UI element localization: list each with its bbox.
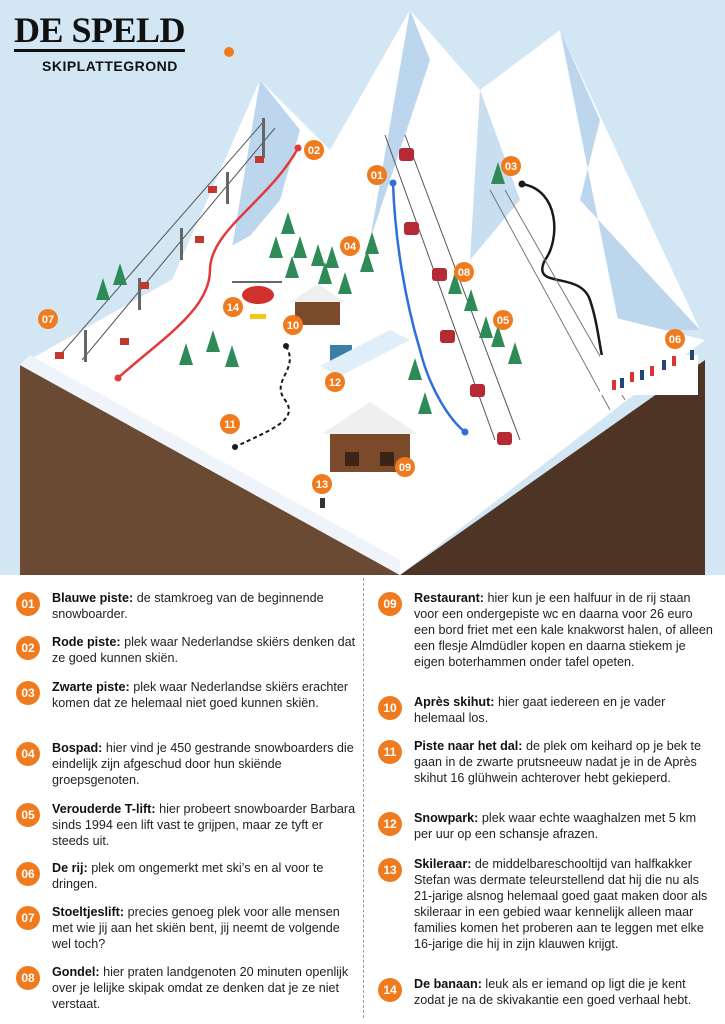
- legend-item: [378, 856, 714, 952]
- marker-14[interactable]: [223, 297, 243, 317]
- marker-11[interactable]: [220, 414, 240, 434]
- legend-desc: hier probeert snowboarder Barbara sinds 1994 een lift vast te grijpen, maar ze tyft er steeds uit.: [52, 802, 356, 848]
- legend-title: Stoeltjeslift:: [52, 905, 125, 919]
- brand-logo: DE SPELD: [14, 10, 186, 50]
- svg-text:08: 08: [457, 267, 471, 279]
- legend-desc: hier vind je 450 gestrande snowboarders die eindelijk zijn afgeschud door hun skiënde groepsgenoten.: [52, 741, 354, 787]
- legend-desc: plek waar Nederlandse skiërs erachter komen dat ze helemaal niet goed kunnen skiën.: [52, 680, 349, 710]
- svg-text:01: 01: [370, 170, 384, 182]
- legend-title: De banaan:: [414, 977, 482, 991]
- legend-desc: plek waar echte waaghalzen met 5 km per uur op een schansje afrazen.: [414, 811, 697, 841]
- page-subtitle: SKIPLATTEGROND: [42, 58, 178, 74]
- svg-text:05: 05: [496, 315, 510, 327]
- legend-item: [378, 810, 714, 842]
- marker-04[interactable]: [340, 236, 360, 256]
- legend-item: [16, 634, 356, 666]
- legend-desc: hier kun je een halfuur in de rij staan voor een ondergepiste wc en daarna voor 26 euro een bord friet met een kale knakworst halen, of alleen een flesje Almdüdler kopen en daarna stiekem je eigen boterhammen onder tafel opeten.: [414, 591, 713, 669]
- marker-03[interactable]: [501, 156, 521, 176]
- marker-06[interactable]: [665, 329, 685, 349]
- legend-title: Skileraar:: [414, 857, 472, 871]
- svg-text:02: 02: [307, 145, 321, 157]
- marker-09[interactable]: [395, 457, 415, 477]
- legend-desc: hier gaat iedereen en je vader helemaal los.: [414, 695, 666, 725]
- legend-item: [16, 740, 356, 788]
- svg-text:03: 03: [504, 161, 518, 173]
- legend-number: 01: [16, 592, 40, 616]
- svg-text:07: 07: [41, 314, 55, 326]
- brand-header: [14, 12, 234, 74]
- legend-number: 02: [16, 636, 40, 660]
- legend-divider: [363, 578, 364, 1018]
- ski-queue: [600, 350, 698, 395]
- legend-item: [378, 590, 714, 670]
- svg-text:11: 11: [224, 419, 236, 431]
- legend-item: [16, 860, 356, 892]
- legend-desc: plek om ongemerkt met ski’s en al voor te dringen.: [52, 861, 324, 891]
- marker-02[interactable]: [304, 140, 324, 160]
- legend-title: Gondel:: [52, 965, 100, 979]
- svg-text:12: 12: [328, 377, 342, 389]
- legend-desc: plek waar Nederlandse skiërs denken dat ze goed kunnen skiën.: [52, 635, 356, 665]
- legend-desc: hier praten landgenoten 20 minuten openlijk over je lelijke skipak omdat ze denken dat je ze niet verstaat.: [52, 965, 349, 1011]
- legend-number: 03: [16, 681, 40, 705]
- legend-item: [16, 679, 356, 711]
- legend-number: 11: [378, 740, 402, 764]
- valley-run-start: [283, 343, 289, 349]
- legend-title: Verouderde T-lift:: [52, 802, 156, 816]
- legend-desc: leuk als er iemand op ligt die je kent zodat je na de skivakantie een goed verhaal hebt.: [414, 977, 692, 1007]
- brand-dot: [224, 47, 234, 57]
- legend-title: Zwarte piste:: [52, 680, 130, 694]
- legend-title: Bospad:: [52, 741, 103, 755]
- legend-item: [16, 801, 356, 849]
- legend-title: Restaurant:: [414, 591, 484, 605]
- blue-piste-end: [462, 429, 469, 436]
- svg-text:13: 13: [315, 479, 329, 491]
- legend-item: [378, 976, 714, 1008]
- svg-text:10: 10: [286, 320, 300, 332]
- legend-number: 06: [16, 862, 40, 886]
- marker-12[interactable]: [325, 372, 345, 392]
- legend-number: 12: [378, 812, 402, 836]
- legend-desc: de middelbareschooltijd van halfkakker Stefan was dermate teleurstellend dat hij die nu als 21-jarige alsnog helemaal goed gaat maken door als skileraar in een gebied waar kennelijk alleen maar families komen het proberen aan te leggen met elke 16-jarige die hij in zijn klauwen krijgt.: [414, 857, 708, 951]
- marker-08[interactable]: [454, 262, 474, 282]
- svg-text:14: 14: [226, 302, 240, 314]
- marker-05[interactable]: [493, 310, 513, 330]
- legend-desc: de plek om keihard op je bek te gaan in de zwarte prutsneeuw nadat je in de Après skihut 16 glühwein achterover hebt gekieperd.: [414, 739, 702, 785]
- legend-item: [16, 964, 356, 1012]
- marker-07[interactable]: [38, 309, 58, 329]
- blue-piste-start: [390, 180, 397, 187]
- legend: [0, 576, 725, 1024]
- legend-number: 07: [16, 906, 40, 930]
- svg-text:04: 04: [343, 241, 357, 253]
- legend-title: Blauwe piste:: [52, 591, 134, 605]
- legend-title: De rij:: [52, 861, 88, 875]
- ski-instructor: [320, 498, 325, 508]
- black-piste-start: [519, 181, 526, 188]
- svg-text:09: 09: [398, 462, 412, 474]
- legend-item: [378, 694, 714, 726]
- svg-text:06: 06: [668, 334, 682, 346]
- legend-number: 08: [16, 966, 40, 990]
- legend-item: [378, 738, 714, 786]
- red-piste-start: [295, 145, 302, 152]
- legend-number: 04: [16, 742, 40, 766]
- legend-title: Snowpark:: [414, 811, 479, 825]
- legend-item: [16, 590, 356, 622]
- valley-run-end: [232, 444, 238, 450]
- marker-01[interactable]: [367, 165, 387, 185]
- legend-title: Piste naar het dal:: [414, 739, 523, 753]
- legend-item: [16, 904, 356, 952]
- legend-number: 10: [378, 696, 402, 720]
- red-piste-end: [115, 375, 122, 382]
- legend-number: 14: [378, 978, 402, 1002]
- legend-title: Après skihut:: [414, 695, 495, 709]
- marker-10[interactable]: [283, 315, 303, 335]
- legend-title: Rode piste:: [52, 635, 121, 649]
- legend-desc: de stamkroeg van de beginnende snowboarder.: [52, 591, 324, 621]
- legend-desc: precies genoeg plek voor alle mensen met wie jij aan het skiën bent, jij neemt de volgende wel toch?: [52, 905, 340, 951]
- marker-13[interactable]: [312, 474, 332, 494]
- legend-number: 05: [16, 803, 40, 827]
- legend-number: 13: [378, 858, 402, 882]
- legend-number: 09: [378, 592, 402, 616]
